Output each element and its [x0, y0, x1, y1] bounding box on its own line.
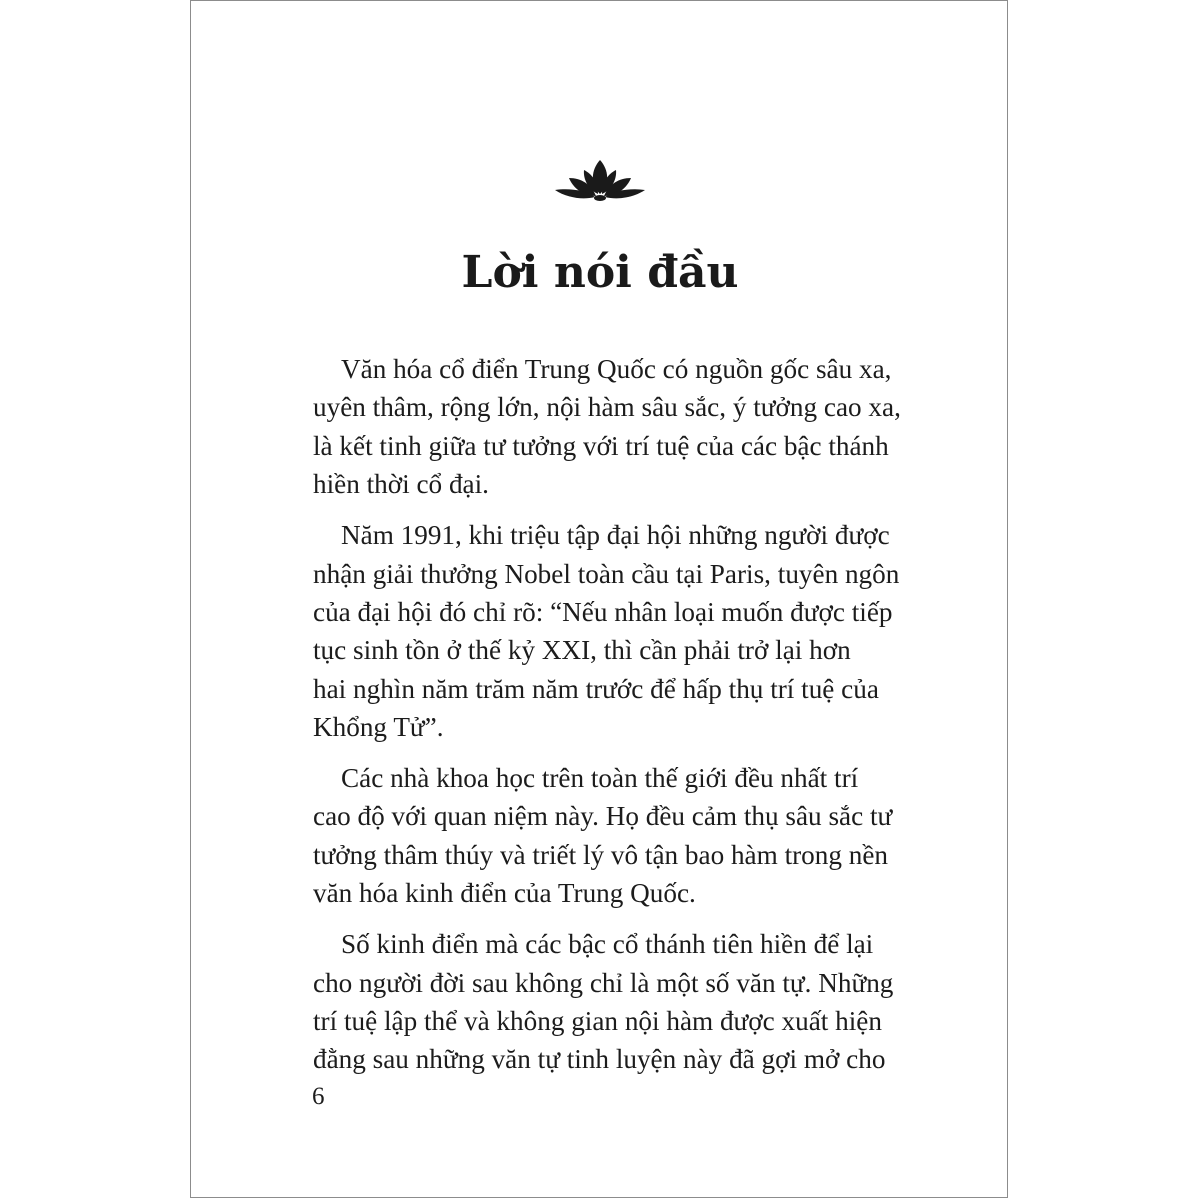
text-line: cho người đời sau không chỉ là một số văn tự. Những: [313, 967, 894, 998]
text-line: Năm 1991, khi triệu tập đại hội những người được: [341, 520, 890, 551]
body-text: [313, 350, 901, 1091]
text-line: trí tuệ lập thể và không gian nội hàm được xuất hiện: [313, 1006, 882, 1036]
text-line: là kết tinh giữa tư tưởng với trí tuệ của các bậc thánh: [313, 430, 889, 461]
text-line: tục sinh tồn ở thế kỷ XXI, thì cần phải trở lại hơn: [313, 635, 851, 666]
paragraph: [313, 350, 901, 504]
text-line: Văn hóa cổ điển Trung Quốc có nguồn gốc sâu xa,: [341, 354, 892, 384]
text-line: tưởng thâm thúy và triết lý vô tận bao hàm trong nền: [313, 839, 889, 870]
text-line: cao độ với quan niệm này. Họ đều cảm thụ sâu sắc tư: [313, 801, 893, 832]
text-line: Các nhà khoa học trên toàn thế giới đều nhất trí: [341, 763, 859, 794]
text-line: Số kinh điển mà các bậc cổ thánh tiên hiền để lại: [341, 929, 874, 960]
page-number: 6: [312, 1083, 325, 1110]
lotus-icon: [553, 158, 647, 202]
text-line: đằng sau những văn tự tinh luyện này đã gợi mở cho: [313, 1044, 886, 1075]
page-title: Lời nói đầu: [461, 247, 739, 298]
text-line: uyên thâm, rộng lớn, nội hàm sâu sắc, ý tưởng cao xa,: [313, 392, 901, 423]
text-line: hiền thời cổ đại.: [313, 469, 489, 500]
text-line: nhận giải thưởng Nobel toàn cầu tại Paris, tuyên ngôn: [313, 558, 900, 589]
paragraph: [313, 925, 894, 1079]
text-line: Khổng Tử”.: [313, 712, 444, 743]
paragraph: [313, 516, 900, 746]
text-line: văn hóa kinh điển của Trung Quốc.: [313, 878, 696, 909]
text-line: hai nghìn năm trăm năm trước để hấp thụ trí tuệ của: [313, 673, 879, 704]
text-line: của đại hội đó chỉ rõ: “Nếu nhân loại muốn được tiếp: [313, 596, 893, 627]
paragraph: [313, 759, 893, 913]
